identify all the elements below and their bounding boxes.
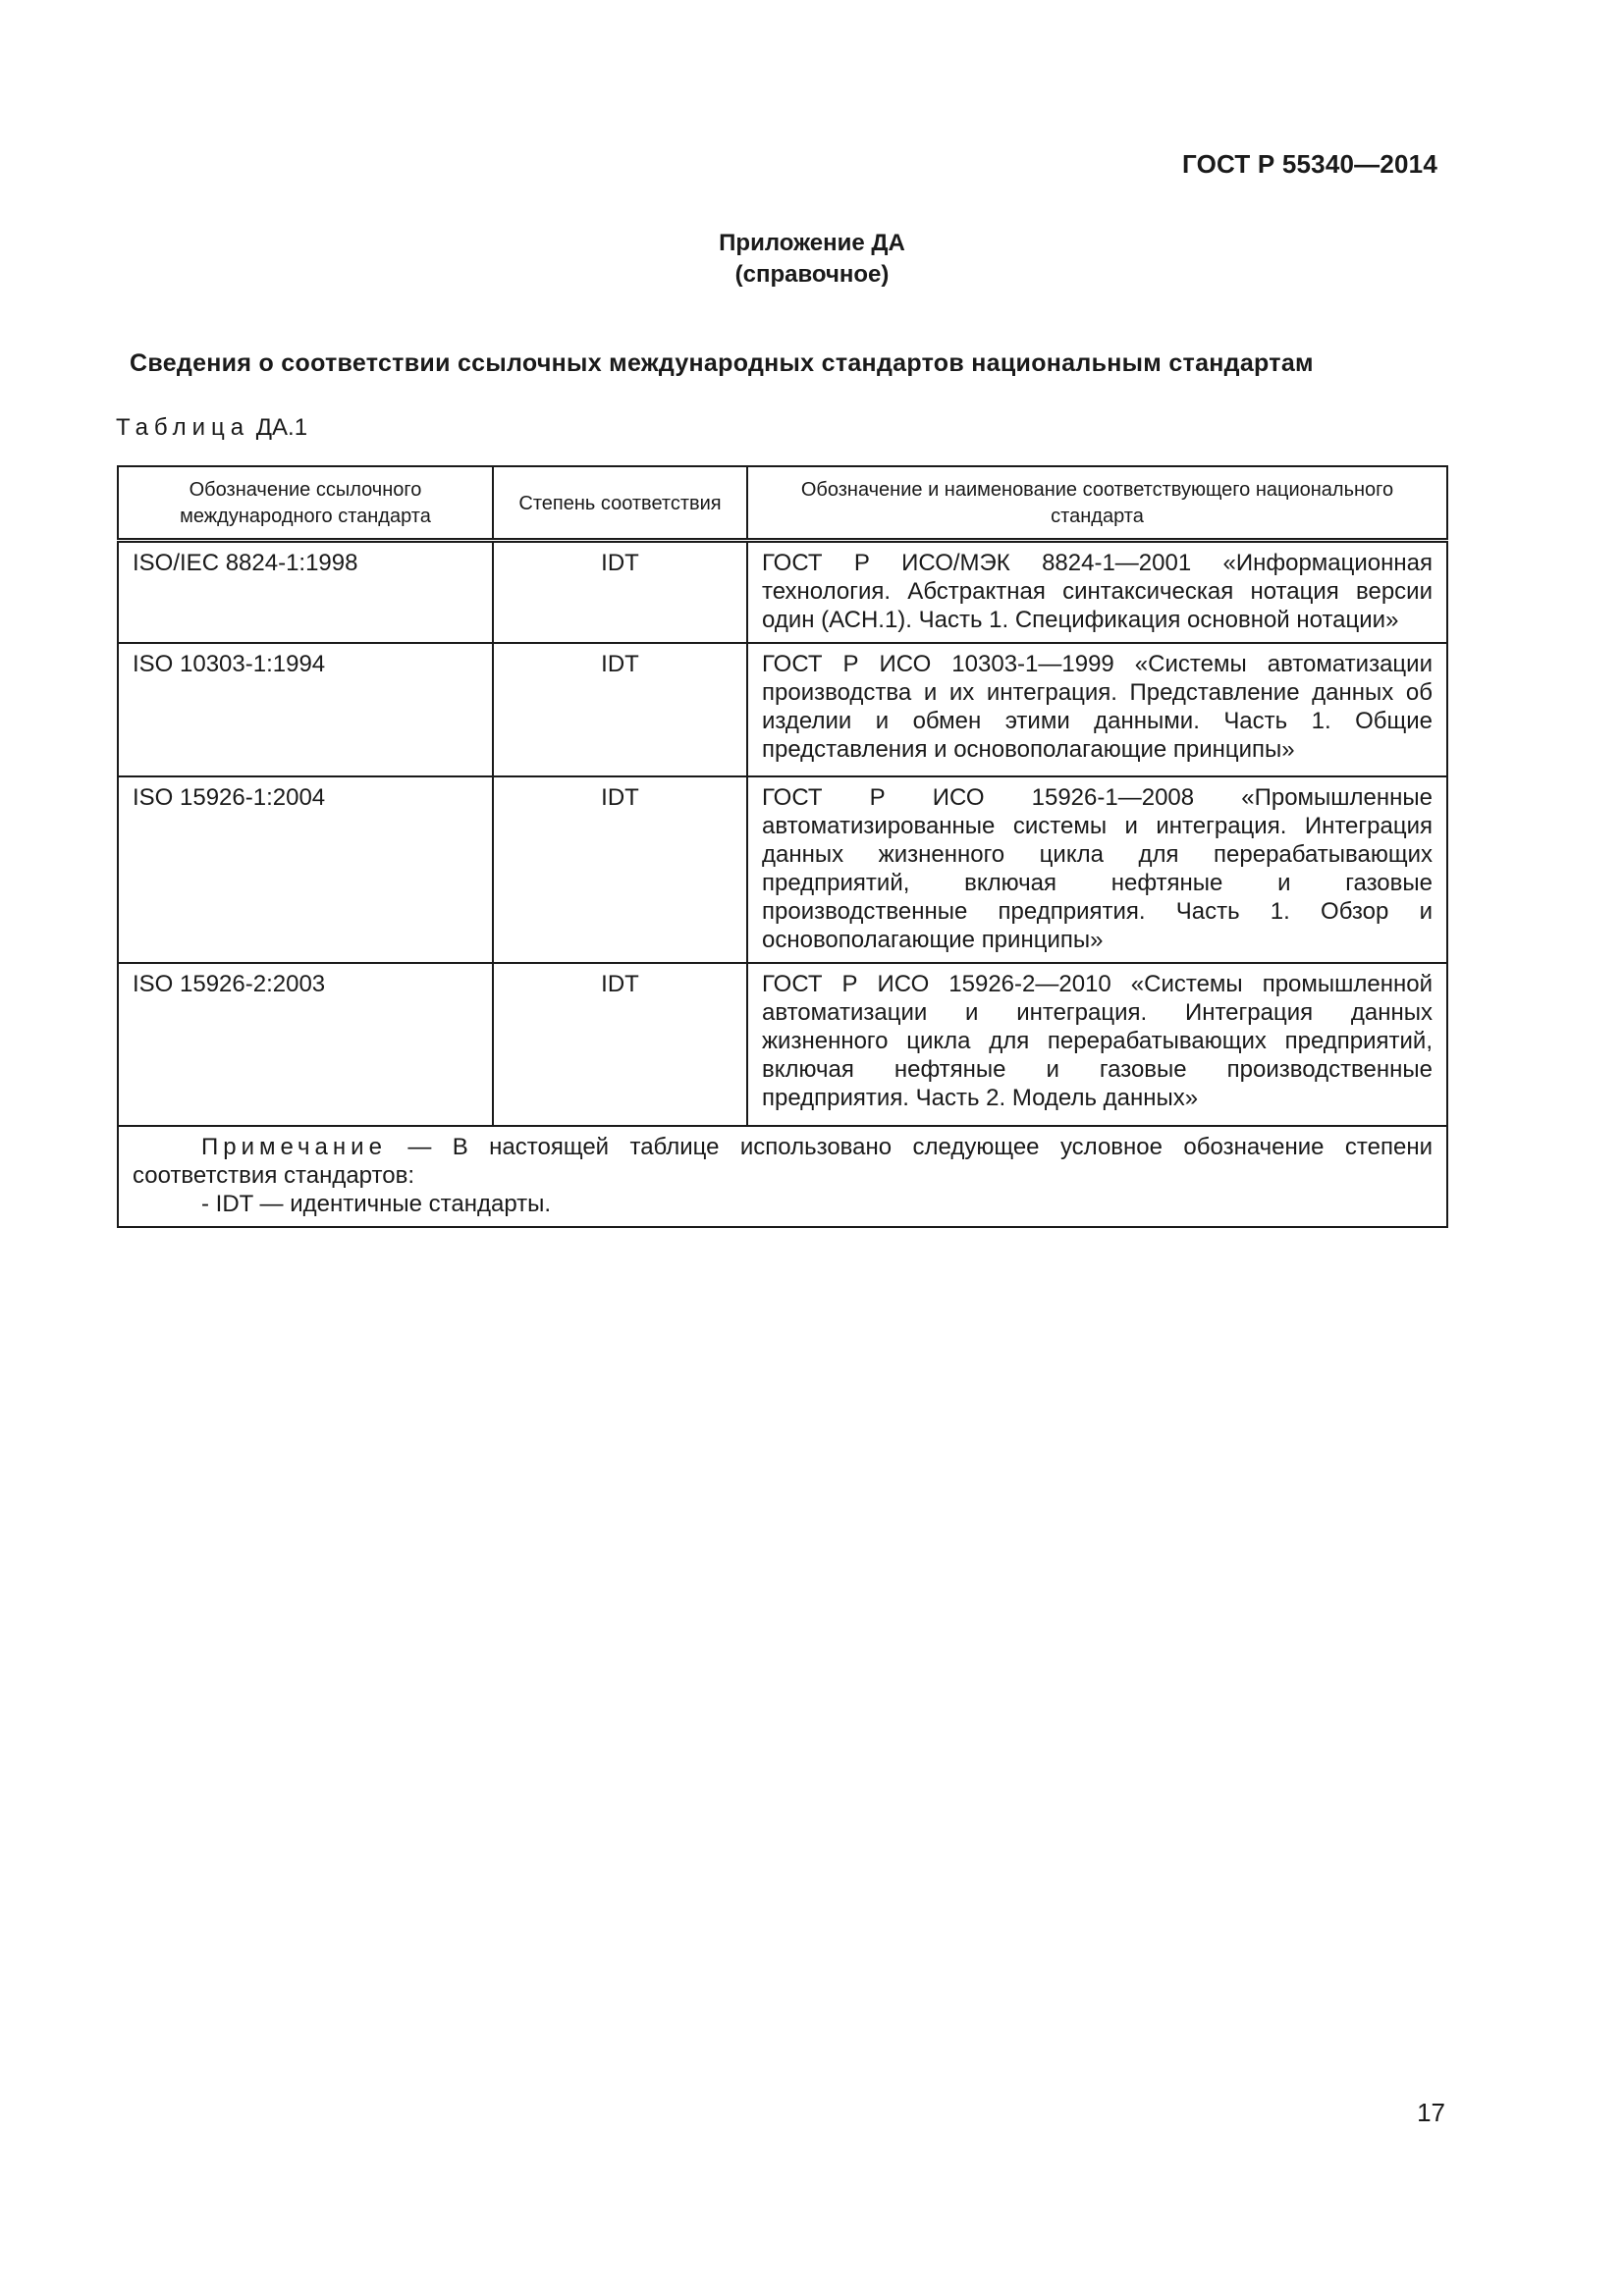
- appendix-heading: [0, 228, 1624, 291]
- table-note: [118, 1126, 1447, 1227]
- correspondence-table: [117, 465, 1448, 1228]
- table-row: [118, 541, 1447, 644]
- table-row: [118, 776, 1447, 963]
- degree-cell: IDT: [493, 776, 747, 963]
- intl-standard-cell: ISO 15926-2:2003: [118, 963, 493, 1126]
- header-degree: Степень соответствия: [493, 466, 747, 541]
- table-note-row: [118, 1126, 1447, 1227]
- note-label: Примечание: [201, 1134, 387, 1160]
- intl-standard-cell: ISO/IEC 8824-1:1998: [118, 541, 493, 644]
- header-intl-standard: Обозначение ссылочного международного стандарта: [118, 466, 493, 541]
- national-standard-cell: ГОСТ Р ИСО/МЭК 8824-1—2001 «Информационная технология. Абстрактная синтаксическая нотация версии один (АСН.1). Часть 1. Спецификация основной нотации»: [747, 541, 1447, 644]
- intl-standard-cell: ISO 10303-1:1994: [118, 643, 493, 776]
- degree-cell: IDT: [493, 963, 747, 1126]
- table-row: [118, 643, 1447, 776]
- section-heading: Сведения о соответствии ссылочных международных стандартов национальным стандартам: [130, 349, 1314, 377]
- national-standard-cell: ГОСТ Р ИСО 15926-2—2010 «Системы промышленной автоматизации и интеграция. Интеграция данных жизненного цикла для перерабатывающих предприятий, включая нефтяные и газовые производственные предприятия. Часть 2. Модель данных»: [747, 963, 1447, 1126]
- document-code: ГОСТ Р 55340—2014: [1182, 149, 1437, 179]
- header-national-standard: Обозначение и наименование соответствующего национального стандарта: [747, 466, 1447, 541]
- national-standard-cell: ГОСТ Р ИСО 15926-1—2008 «Промышленные автоматизированные системы и интеграция. Интеграция данных жизненного цикла для перерабатывающих предприятий, включая нефтяные и газовые производственные предприятия. Часть 1. Обзор и основополагающие принципы»: [747, 776, 1447, 963]
- degree-cell: IDT: [493, 541, 747, 644]
- appendix-subtitle: (справочное): [734, 261, 890, 288]
- table-caption: [116, 414, 307, 442]
- table-caption-prefix: Таблица: [116, 414, 250, 441]
- table-row: [118, 963, 1447, 1126]
- national-standard-cell: ГОСТ Р ИСО 10303-1—1999 «Системы автоматизации производства и их интеграция. Представление данных об изделии и обмен этими данными. Часть 1. Общие представления и основополагающие принципы»: [747, 643, 1447, 776]
- note-item: - IDT — идентичные стандарты.: [201, 1191, 552, 1217]
- note-paragraph: [133, 1133, 1433, 1190]
- note-text: — В настоящей таблице использовано следующее условное обозначение степени соответствия стандартов:: [133, 1134, 1434, 1189]
- appendix-title: Приложение ДА: [719, 230, 905, 256]
- table-header-row: [118, 466, 1447, 541]
- intl-standard-cell: ISO 15926-1:2004: [118, 776, 493, 963]
- degree-cell: IDT: [493, 643, 747, 776]
- table-caption-number: ДА.1: [255, 414, 308, 441]
- page-number: 17: [1417, 2098, 1445, 2127]
